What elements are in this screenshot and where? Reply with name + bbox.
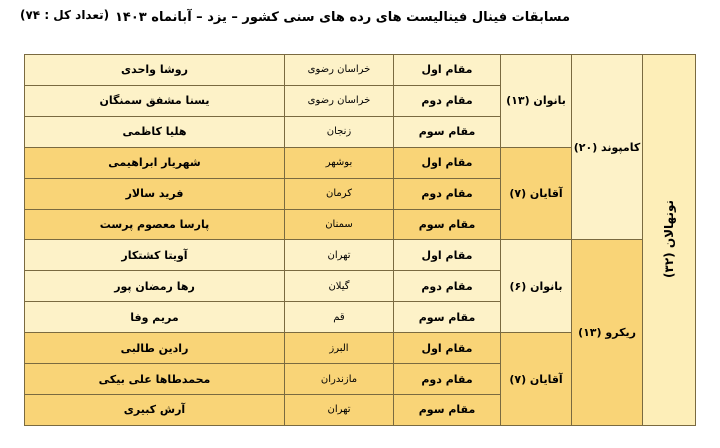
rank-cell: مقام اول xyxy=(394,240,501,271)
name-cell: هلیا کاظمی xyxy=(25,116,285,147)
province-cell: سمنان xyxy=(285,209,394,240)
age-group-label: نونهالان (۳۲) xyxy=(662,199,676,278)
rank-cell: مقام سوم xyxy=(394,209,501,240)
province-cell: خراسان رضوی xyxy=(285,85,394,116)
name-cell: آرش کبیری xyxy=(25,394,285,425)
rank-cell: مقام دوم xyxy=(394,364,501,395)
province-cell: تهران xyxy=(285,240,394,271)
rank-cell: مقام اول xyxy=(394,147,501,178)
rank-cell: مقام سوم xyxy=(394,116,501,147)
rank-cell: مقام دوم xyxy=(394,85,501,116)
province-cell: کرمان xyxy=(285,178,394,209)
name-cell: رادین طالبی xyxy=(25,333,285,364)
province-cell: بوشهر xyxy=(285,147,394,178)
results-table xyxy=(24,54,696,426)
rank-cell: مقام دوم xyxy=(394,178,501,209)
name-cell: یسنا مشفق سمنگان xyxy=(25,85,285,116)
province-cell: خراسان رضوی xyxy=(285,55,394,86)
name-cell: مریم وفا xyxy=(25,302,285,333)
table-row xyxy=(25,55,696,86)
province-cell: البرز xyxy=(285,333,394,364)
name-cell: فرید سالار xyxy=(25,178,285,209)
rank-cell: مقام اول xyxy=(394,55,501,86)
name-cell: رها رمضان پور xyxy=(25,271,285,302)
province-cell: گیلان xyxy=(285,271,394,302)
page-title: مسابقات فینال فینالیست های رده های سنی کشور – یزد – آبانماه ۱۴۰۳ xyxy=(115,10,570,25)
province-cell: زنجان xyxy=(285,116,394,147)
gender-cell: بانوان (۱۳) xyxy=(501,55,572,148)
rank-cell: مقام سوم xyxy=(394,394,501,425)
name-cell: محمدطاها علی بیکی xyxy=(25,364,285,395)
province-cell: مازندران xyxy=(285,364,394,395)
bow-cell-compound: کامپوند (۲۰) xyxy=(572,55,643,240)
rank-cell: مقام اول xyxy=(394,333,501,364)
age-group-cell xyxy=(643,55,696,426)
bow-cell-recurve: ریکرو (۱۳) xyxy=(572,240,643,426)
name-cell: پارسا معصوم پرست xyxy=(25,209,285,240)
total-count: (تعداد کل : ۷۴) xyxy=(20,8,110,22)
rank-cell: مقام دوم xyxy=(394,271,501,302)
name-cell: شهریار ابراهیمی xyxy=(25,147,285,178)
gender-cell: آقایان (۷) xyxy=(501,147,572,240)
name-cell: روشا واحدی xyxy=(25,55,285,86)
gender-cell: بانوان (۶) xyxy=(501,240,572,333)
rank-cell: مقام سوم xyxy=(394,302,501,333)
province-cell: قم xyxy=(285,302,394,333)
name-cell: آویتا کشتکار xyxy=(25,240,285,271)
province-cell: تهران xyxy=(285,394,394,425)
table-row xyxy=(25,240,696,271)
gender-cell: آقایان (۷) xyxy=(501,333,572,426)
